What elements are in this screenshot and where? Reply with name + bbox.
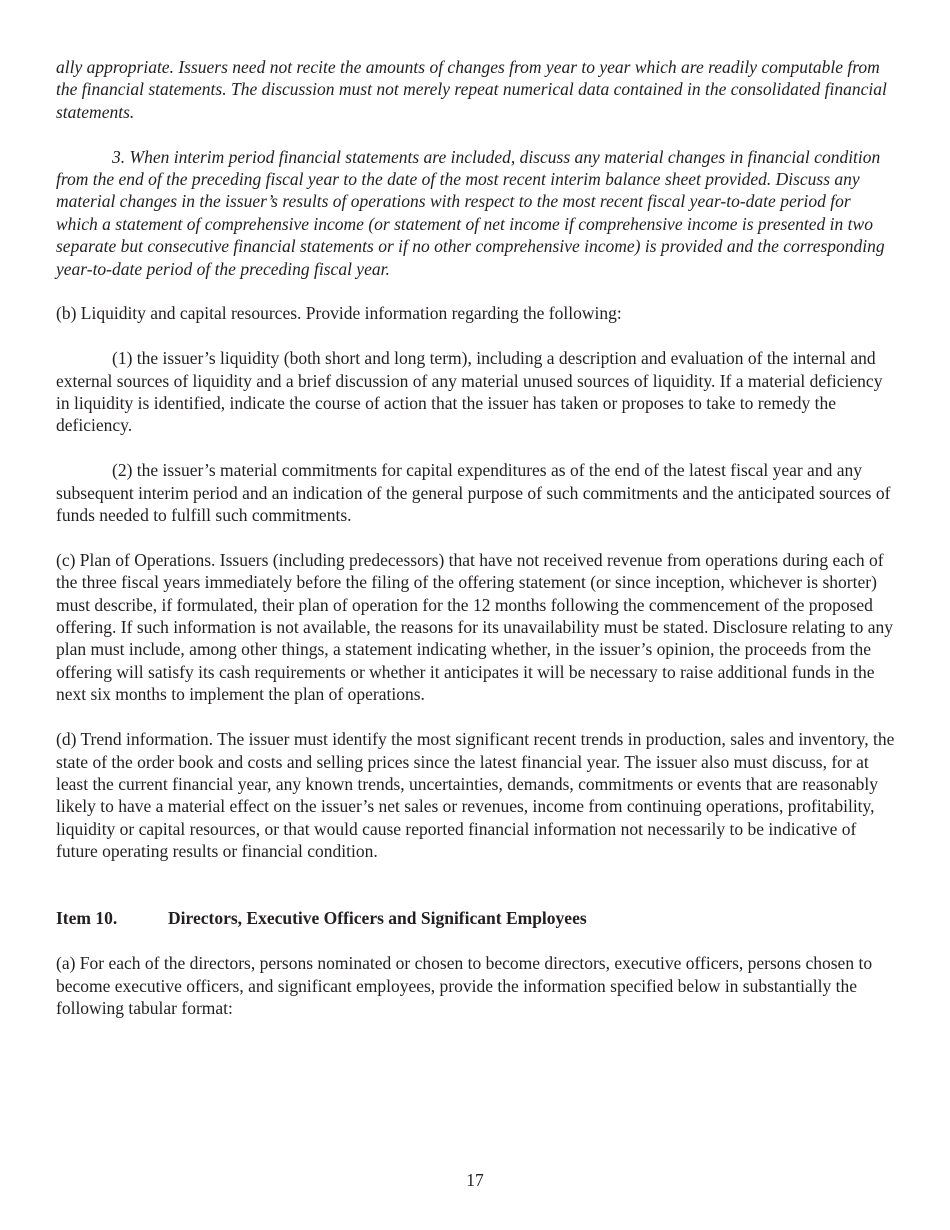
paragraph-liquidity-heading: (b) Liquidity and capital resources. Provide information regarding the following:: [56, 303, 622, 324]
document-page: [56, 56, 896, 1042]
item-10-heading: [56, 907, 896, 929]
paragraph-item-10-a: (a) For each of the directors, persons nominated or chosen to become directors, executive officers, persons chosen to become executive officers, and significant employees, provide the information specified below in substantially the following tabular format:: [56, 953, 873, 1018]
paragraph-liquidity-2: (2) the issuer’s material commitments for capital expenditures as of the end of the latest fiscal year and any subsequent interim period and an indication of the general purpose of such commitments and the anticipated sources of funds needed to fulfill such commitments.: [56, 460, 891, 526]
item-10-number: Item 10.: [56, 908, 118, 929]
item-10-title: Directors, Executive Officers and Significant Employees: [168, 908, 587, 929]
paragraph-continuation: ally appropriate. Issuers need not recite the amounts of changes from year to year which are readily computable from the financial statements. The discussion must not merely repeat numerical data contained in the consolidated financial statements.: [56, 57, 887, 122]
paragraph-interim-period: 3. When interim period financial statements are included, discuss any material changes in financial condition from the end of the preceding fiscal year to the date of the most recent interim balance sheet provided. Discuss any material changes in the issuer’s results of operations with respect to the most recent fiscal year-to-date period for which a statement of comprehensive income (or statement of net income if comprehensive income is presented in two separate but consecutive financial statements or if no other comprehensive income) is provided and the corresponding year-to-date period of the preceding fiscal year.: [56, 146, 885, 279]
page-number: 17: [466, 1170, 484, 1190]
paragraph-trend-information: (d) Trend information. The issuer must identify the most significant recent trends in production, sales and inventory, the state of the order book and costs and selling prices since the latest financial year. The issuer also must discuss, for at least the current financial year, any known trends, uncertainties, demands, commitments or events that are reasonably likely to have a material effect on the issuer’s net sales or revenues, income from continuing operations, profitability, liquidity or capital resources, or that would cause reported financial information not necessarily to be indicative of future operating results or financial condition.: [56, 729, 895, 862]
paragraph-plan-of-operations: (c) Plan of Operations. Issuers (including predecessors) that have not received revenue from operations during each of the three fiscal years immediately before the filing of the offering statement (or since inception, whichever is shorter) must describe, if formulated, their plan of operation for the 12 months following the commencement of the proposed offering. If such information is not available, the reasons for its unavailability must be stated. Disclosure relating to any plan must include, among other things, a statement indicating whether, in the issuer’s opinion, the proceeds from the offering will satisfy its cash requirements or whether it anticipates it will be necessary to raise additional funds in the next six months to implement the plan of operations.: [56, 549, 894, 705]
paragraph-liquidity-1: (1) the issuer’s liquidity (both short and long term), including a description and evaluation of the internal and external sources of liquidity and a brief discussion of any material unused sources of liquidity. If a material deficiency in liquidity is identified, indicate the course of action that the issuer has taken or proposes to take to remedy the deficiency.: [56, 348, 883, 436]
